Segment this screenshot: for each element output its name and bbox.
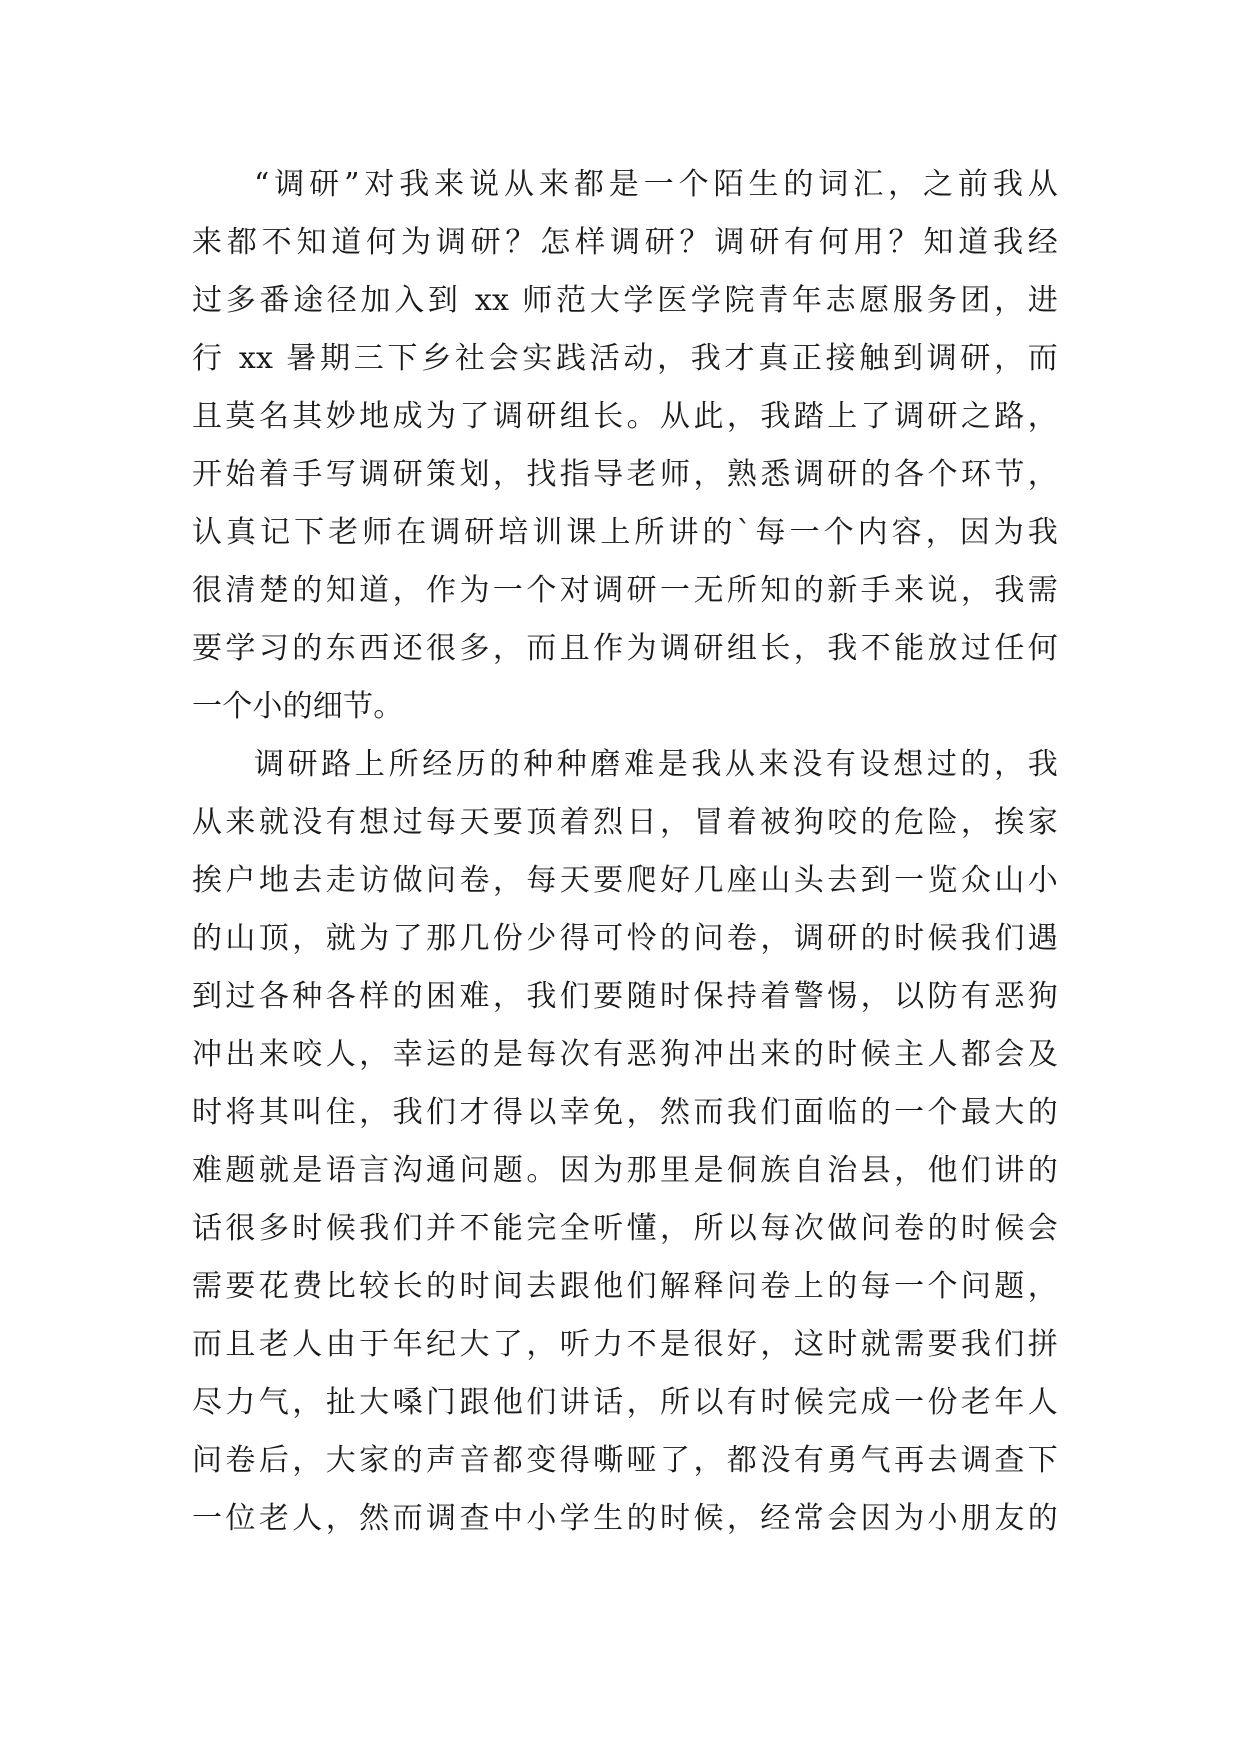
text-line: 来都不知道何为调研？怎样调研？调研有何用？知道我经: [192, 225, 1058, 260]
text-line: 时将其叫住，我们才得以幸免，然而我们面临的一个最大的: [192, 1095, 1058, 1130]
text-line: 一个小的细节。: [192, 689, 404, 724]
text-line: 挨户地去走访做问卷，每天要爬好几座山头去到一览众山小: [192, 863, 1058, 898]
text-line: 且莫名其妙地成为了调研组长。从此，我踏上了调研之路，: [192, 399, 1058, 434]
text-line: 行 xx 暑期三下乡社会实践活动，我才真正接触到调研，而: [192, 341, 1058, 376]
text-line: 而且老人由于年纪大了，听力不是很好，这时就需要我们拼: [192, 1327, 1058, 1362]
text-line: 问卷后，大家的声音都变得嘶哑了，都没有勇气再去调查下: [192, 1443, 1058, 1478]
text-line: 要学习的东西还很多，而且作为调研组长，我不能放过任何: [192, 631, 1058, 666]
text-line: 需要花费比较长的时间去跟他们解释问卷上的每一个问题，: [192, 1269, 1058, 1304]
text-line: 冲出来咬人，幸运的是每次有恶狗冲出来的时候主人都会及: [192, 1037, 1058, 1072]
text-line: 一位老人，然而调查中小学生的时候，经常会因为小朋友的: [192, 1501, 1058, 1536]
paragraph-research-hardships: [192, 736, 1058, 1548]
text-line: 认真记下老师在调研培训课上所讲的`每一个内容，因为我: [192, 515, 1058, 550]
text-line: 难题就是语言沟通问题。因为那里是侗族自治县，他们讲的: [192, 1153, 1058, 1188]
text-line: 的山顶，就为了那几份少得可怜的问卷，调研的时候我们遇: [192, 921, 1058, 956]
text-line: 很清楚的知道，作为一个对调研一无所知的新手来说，我需: [192, 573, 1058, 608]
text-line: 到过各种各样的困难，我们要随时保持着警惕，以防有恶狗: [192, 979, 1058, 1014]
text-line: 从来就没有想过每天要顶着烈日，冒着被狗咬的危险，挨家: [192, 805, 1058, 840]
text-line: 开始着手写调研策划，找指导老师，熟悉调研的各个环节，: [192, 457, 1058, 492]
text-line: 调研路上所经历的种种磨难是我从来没有设想过的，我: [254, 747, 1058, 782]
paragraph-research-intro: [192, 156, 1058, 736]
text-line: 话很多时候我们并不能完全听懂，所以每次做问卷的时候会: [192, 1211, 1058, 1246]
text-line: “调研”对我来说从来都是一个陌生的词汇，之前我从: [254, 167, 1058, 202]
text-line: 尽力气，扯大嗓门跟他们讲话，所以有时候完成一份老年人: [192, 1385, 1058, 1420]
document-body: [192, 156, 1058, 1548]
text-line: 过多番途径加入到 xx 师范大学医学院青年志愿服务团，进: [192, 283, 1058, 318]
